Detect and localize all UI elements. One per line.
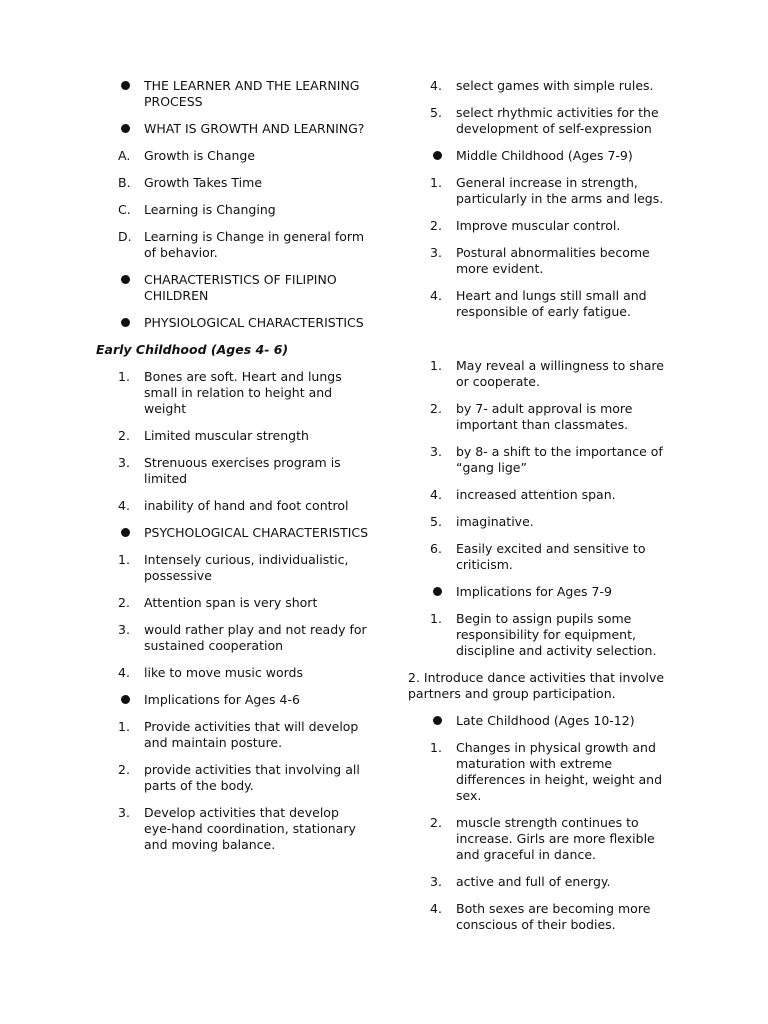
numbered-item xyxy=(118,805,370,853)
bullet-dot xyxy=(121,124,130,133)
item-number: 1. xyxy=(118,719,130,734)
item-text: Middle Childhood (Ages 7-9) xyxy=(456,148,633,163)
item-number: 4. xyxy=(430,487,442,502)
numbered-item xyxy=(430,401,680,433)
numbered-item xyxy=(118,148,370,164)
item-text: Easily excited and sensitive to criticism. xyxy=(456,541,646,572)
item-text: WHAT IS GROWTH AND LEARNING? xyxy=(144,121,365,136)
item-text: Limited muscular strength xyxy=(144,428,309,443)
paragraph: 2. Introduce dance activities that involve partners and group participation. xyxy=(408,670,665,701)
item-text: Improve muscular control. xyxy=(456,218,621,233)
numbered-item xyxy=(118,762,370,794)
numbered-item xyxy=(430,78,680,94)
bullet-dot xyxy=(433,716,442,725)
bullet-item xyxy=(430,584,680,600)
item-number: 2. xyxy=(118,428,130,443)
item-number: 1. xyxy=(430,740,442,755)
item-text: Begin to assign pupils some responsibility for equipment, discipline and activity selection. xyxy=(456,611,657,658)
item-text: muscle strength continues to increase. Girls are more flexible and graceful in dance. xyxy=(456,815,655,862)
numbered-item xyxy=(118,665,370,681)
numbered-item xyxy=(118,595,370,611)
numbered-item xyxy=(430,541,680,573)
item-text: Both sexes are becoming more conscious of their bodies. xyxy=(456,901,651,932)
numbered-item xyxy=(118,552,370,584)
item-text: Growth is Change xyxy=(144,148,256,163)
item-text: Growth Takes Time xyxy=(144,175,263,190)
item-number: 2. xyxy=(118,762,130,777)
item-text: Changes in physical growth and maturation with extreme differences in height, weight and sex. xyxy=(456,740,663,803)
numbered-item xyxy=(118,369,370,417)
numbered-item xyxy=(430,358,680,390)
item-number: 2. xyxy=(118,595,130,610)
item-text: select games with simple rules. xyxy=(456,78,654,93)
item-number: 3. xyxy=(430,444,442,459)
item-number: 3. xyxy=(118,455,130,470)
item-text: provide activities that involving all parts of the body. xyxy=(144,762,360,793)
numbered-item xyxy=(430,105,680,137)
bullet-item xyxy=(118,525,370,541)
bullet-item xyxy=(118,121,370,137)
numbered-item xyxy=(430,218,680,234)
bullet-item xyxy=(430,148,680,164)
item-text: active and full of energy. xyxy=(456,874,611,889)
item-text: imaginative. xyxy=(456,514,534,529)
item-text: PSYCHOLOGICAL CHARACTERISTICS xyxy=(144,525,369,540)
numbered-item xyxy=(118,455,370,487)
item-text: Implications for Ages 7-9 xyxy=(456,584,612,599)
bullet-dot xyxy=(121,528,130,537)
item-text: CHARACTERISTICS OF FILIPINO CHILDREN xyxy=(144,272,337,303)
item-text: Attention span is very short xyxy=(144,595,318,610)
item-text: THE LEARNER AND THE LEARNING PROCESS xyxy=(144,78,360,109)
bullet-dot xyxy=(433,151,442,160)
item-number: 6. xyxy=(430,541,442,556)
item-text: Bones are soft. Heart and lungs small in relation to height and weight xyxy=(144,369,342,416)
item-text: PHYSIOLOGICAL CHARACTERISTICS xyxy=(144,315,364,330)
numbered-item xyxy=(430,487,680,503)
numbered-item xyxy=(118,202,370,218)
item-number: D. xyxy=(118,229,132,244)
item-text: May reveal a willingness to share or cooperate. xyxy=(456,358,664,389)
spacer xyxy=(430,331,680,358)
item-number: 1. xyxy=(118,552,130,567)
item-text: Late Childhood (Ages 10-12) xyxy=(456,713,635,728)
bullet-item xyxy=(118,78,370,110)
numbered-item xyxy=(118,229,370,261)
item-text: increased attention span. xyxy=(456,487,616,502)
bullet-item xyxy=(118,692,370,708)
left-column xyxy=(96,78,370,864)
item-text: Heart and lungs still small and responsible of early fatigue. xyxy=(456,288,647,319)
bullet-item xyxy=(430,713,680,729)
numbered-item xyxy=(118,622,370,654)
item-number: C. xyxy=(118,202,131,217)
numbered-item xyxy=(430,288,680,320)
item-text: select rhythmic activities for the development of self-expression xyxy=(456,105,659,136)
numbered-item xyxy=(118,719,370,751)
item-text: Postural abnormalities become more evident. xyxy=(456,245,650,276)
numbered-item xyxy=(430,245,680,277)
item-text: General increase in strength, particularly in the arms and legs. xyxy=(456,175,664,206)
item-number: 1. xyxy=(430,358,442,373)
numbered-item xyxy=(430,514,680,530)
item-number: 4. xyxy=(430,288,442,303)
bullet-dot xyxy=(121,81,130,90)
item-text: Implications for Ages 4-6 xyxy=(144,692,300,707)
item-number: 4. xyxy=(430,901,442,916)
item-number: 3. xyxy=(430,874,442,889)
numbered-item xyxy=(430,874,680,890)
item-number: B. xyxy=(118,175,131,190)
item-number: 1. xyxy=(430,175,442,190)
item-text: like to move music words xyxy=(144,665,303,680)
item-number: 4. xyxy=(118,498,130,513)
item-number: 4. xyxy=(430,78,442,93)
item-number: 5. xyxy=(430,514,442,529)
numbered-item xyxy=(430,815,680,863)
bullet-item xyxy=(118,315,370,331)
item-text: Learning is Change in general form of behavior. xyxy=(144,229,365,260)
section-heading: Early Childhood (Ages 4- 6) xyxy=(96,342,289,357)
item-text: Intensely curious, individualistic, possessive xyxy=(144,552,349,583)
item-number: 3. xyxy=(118,622,130,637)
item-number: 1. xyxy=(430,611,442,626)
item-number: 1. xyxy=(118,369,130,384)
item-text: Learning is Changing xyxy=(144,202,276,217)
item-text: would rather play and not ready for sustained cooperation xyxy=(144,622,367,653)
item-number: 2. xyxy=(430,218,442,233)
item-text: Provide activities that will develop and maintain posture. xyxy=(144,719,359,750)
numbered-item xyxy=(118,498,370,514)
right-column xyxy=(408,78,680,944)
item-number: 3. xyxy=(430,245,442,260)
numbered-item xyxy=(430,444,680,476)
item-text: by 7- adult approval is more important than classmates. xyxy=(456,401,633,432)
item-number: 4. xyxy=(118,665,130,680)
item-text: Strenuous exercises program is limited xyxy=(144,455,341,486)
item-text: by 8- a shift to the importance of “gang lige” xyxy=(456,444,663,475)
bullet-dot xyxy=(433,587,442,596)
numbered-item xyxy=(118,428,370,444)
bullet-item xyxy=(118,272,370,304)
bullet-dot xyxy=(121,318,130,327)
item-number: 2. xyxy=(430,815,442,830)
bullet-dot xyxy=(121,695,130,704)
numbered-item xyxy=(430,611,680,659)
numbered-item xyxy=(430,740,680,804)
numbered-item xyxy=(430,175,680,207)
item-text: Develop activities that develop eye-hand coordination, stationary and moving balance. xyxy=(144,805,356,852)
numbered-item xyxy=(430,901,680,933)
item-number: 2. xyxy=(430,401,442,416)
item-number: 5. xyxy=(430,105,442,120)
numbered-item xyxy=(118,175,370,191)
bullet-dot xyxy=(121,275,130,284)
item-text: inability of hand and foot control xyxy=(144,498,349,513)
item-number: 3. xyxy=(118,805,130,820)
item-number: A. xyxy=(118,148,131,163)
